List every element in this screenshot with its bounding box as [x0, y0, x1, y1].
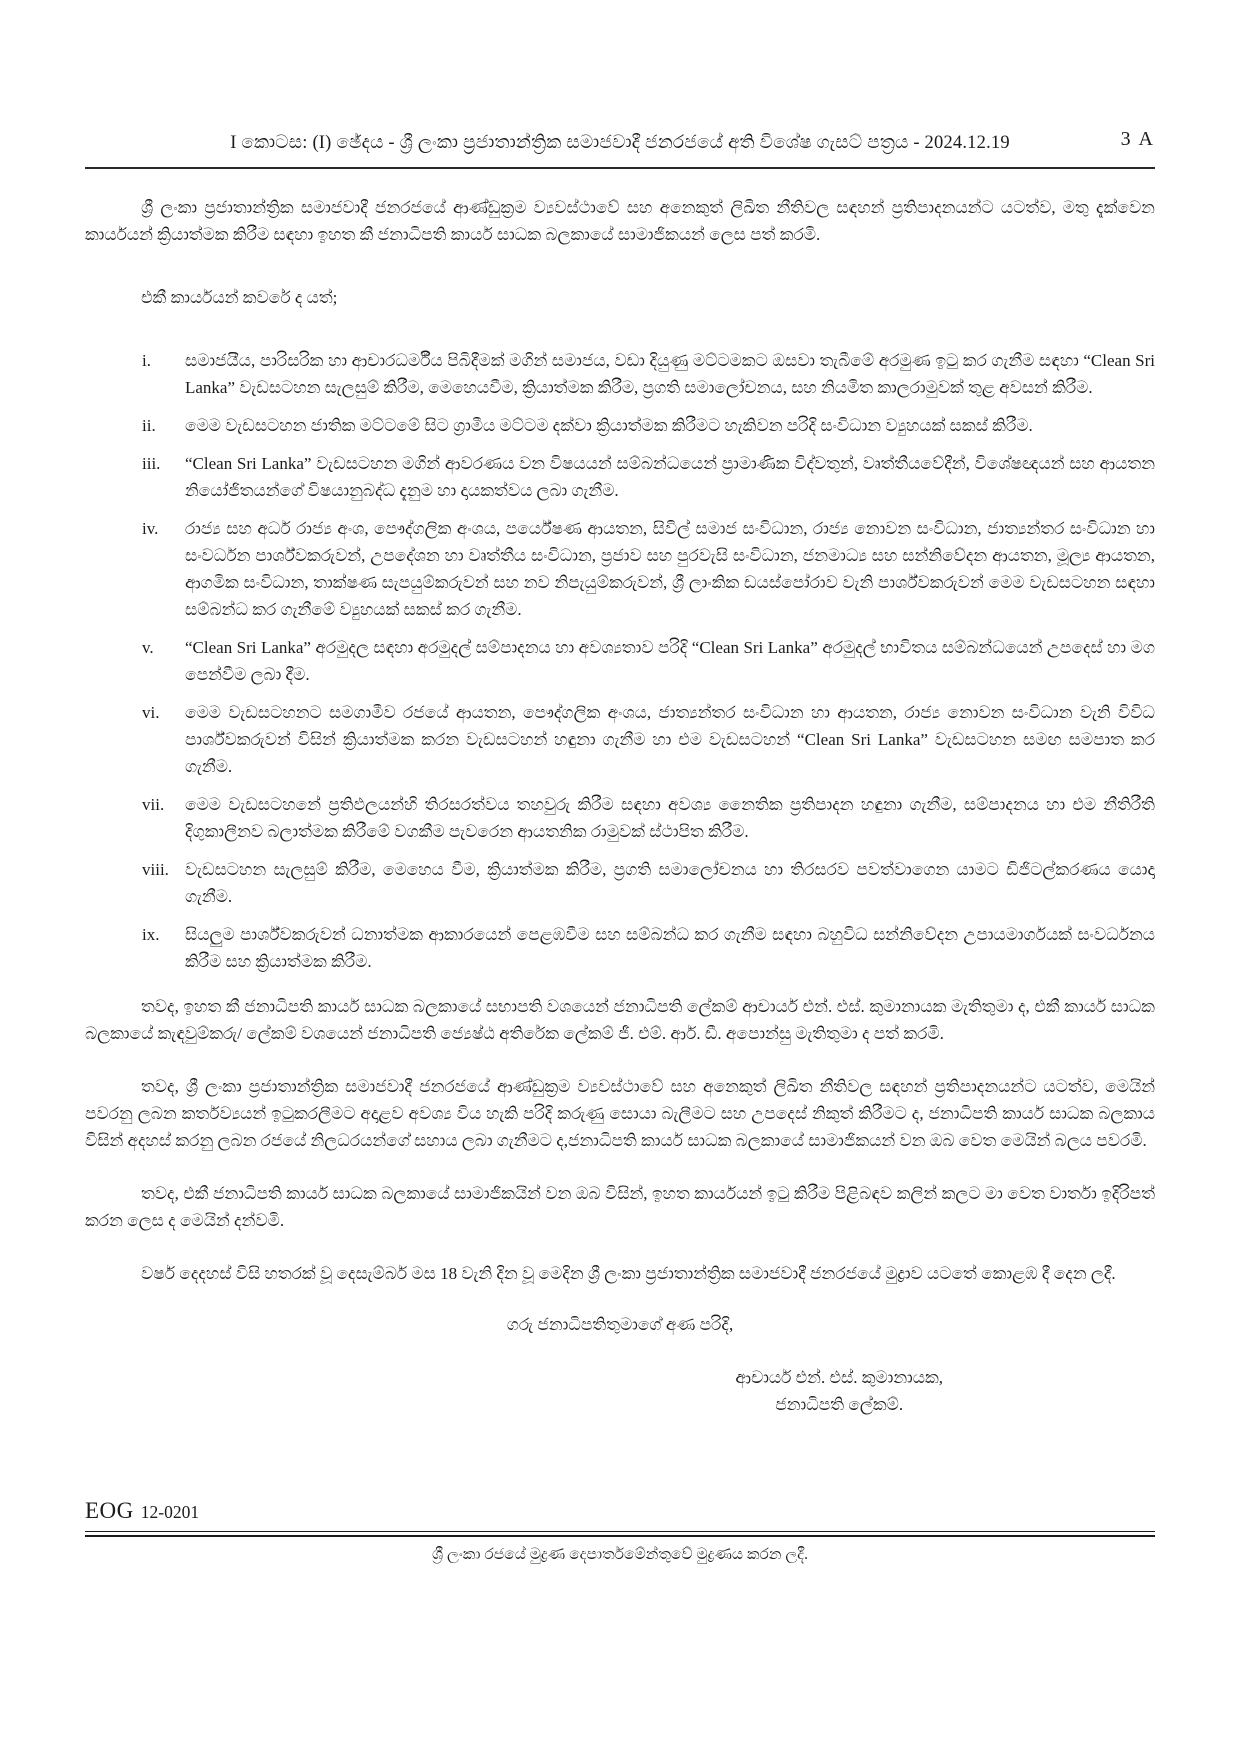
- signatory-name: ආචාර්ය එන්. එස්. කුමානායක,: [735, 1368, 943, 1387]
- task-item-vi: [85, 699, 1155, 780]
- task-numeral: iv.: [142, 519, 159, 538]
- task-item-i: [85, 347, 1155, 401]
- task-numeral: iii.: [142, 454, 161, 473]
- task-item-vii: [85, 791, 1155, 845]
- printed-by-line: ශ්‍රී ලංකා රජයේ මුද්‍රණ දෙපාර්තමේන්තුවේ මුද්‍රණය කරන ලදී.: [432, 1546, 808, 1563]
- task-text: “Clean Sri Lanka” අරමුදල සඳහා අරමුදල් සම්පාදනය හා අවශ්‍යතාව පරිදි “Clean Sri Lanka” අරමුදල් භාවිතය සම්බන්ධයෙන් උපදෙස් හා මග පෙන්වීම ලබා දීම.: [185, 638, 1155, 684]
- task-item-viii: [85, 856, 1155, 910]
- task-text: සියලුම පාර්ශ්වකරුවන් ධනාත්මක ආකාරයෙන් පෙළඹවීම සහ සම්බන්ධ කර ගැනීම සඳහා බහුවිධ සන්නිවේදන උපායමාර්ගයක් සංවර්ධනය කිරීම සහ ක්‍රියාත්මක කිරීම.: [185, 925, 1155, 971]
- task-text: වැඩසටහන සැලසුම් කිරීම, මෙහෙය වීම, ක්‍රියාත්මක කිරීම, ප්‍රගති සමාලෝචනය හා තිරසරව පවත්වාගෙන යාමට ඩිජිටල්කරණය යොදා ගැනීම.: [185, 860, 1155, 906]
- task-list-lead: එකී කාර්යයන් කවරේ ද යත්;: [141, 288, 338, 307]
- by-order-line: ගරු ජනාධිපතිතුමාගේ අණ පරිදි,: [506, 1315, 734, 1334]
- task-text: මෙම වැඩසටහනට සමගාමීව රජයේ ආයතන, පෞද්ගලික අංශය, ජාත්‍යන්තර සංවිධාන හා ආයතන, රාජ්‍ය නොවන සංවිධාන වැනි විවිධ පාර්ශ්වකරුවන් විසින් ක්‍රියාත්මක කරන වැඩසටහන් හඳුනා ගැනීම හා එම වැඩසටහන් “Clean Sri Lanka” වැඩසටහන සමඟ සමපාත කර ගැනීම.: [185, 703, 1155, 776]
- page-header: [85, 128, 1155, 154]
- task-item-ix: [85, 921, 1155, 975]
- task-text: සමාජයීය, පාරිසරික හා ආචාරධර්මීය පිබිදීමක් මගින් සමාජය, වඩා දියුණු මට්ටමකට ඔසවා තැබීමේ අරමුණ ඉටු කර ගැනීම සඳහා “Clean Sri Lanka” වැඩසටහන සැලසුම් කිරීම, මෙහෙයවීම, ක්‍රියාත්මක කිරීම, ප්‍රගති සමාලෝචනය, සහ නියමිත කාලරාමුවක් තුළ අවසන් කිරීම.: [185, 351, 1155, 397]
- task-numeral: ii.: [142, 416, 156, 435]
- page-number: 3 A: [1120, 128, 1155, 150]
- task-list: [85, 347, 1155, 975]
- closing-paragraph-seal: වර්ෂ දෙදහස් විසි හතරක් වූ දෙසැම්බර් මස 18 වැනි දින වූ මෙදින ශ්‍රී ලංකා ප්‍රජාතාන්ත්‍රික සමාජවාදී ජනරජයේ මුද්‍රාව යටතේ කොළඹ දී දෙන ලදී.: [141, 1264, 1116, 1283]
- task-text: මෙම වැඩසටහන ජාතික මට්ටමේ සිට ග්‍රාමීය මට්ටම දක්වා ක්‍රියාත්මක කිරීමට හැකිවන පරිදි සංවිධාන ව්‍යුහයක් සකස් කිරීම.: [185, 416, 1033, 435]
- eog-reference: [85, 1498, 1155, 1526]
- task-numeral: viii.: [142, 860, 169, 879]
- closing-paragraph-reports: තවද, එකී ජනාධිපති කාර්ය සාධක බලකායේ සාමාජිකයින් වන ඔබ විසින්, ඉහත කාර්යයන් ඉටු කිරීම පිළිබඳව කලින් කලට මා වෙත වාර්තා ඉදිරිපත් කරන ලෙස ද මෙයින් දන්වමි.: [85, 1184, 1155, 1230]
- task-numeral: v.: [142, 638, 154, 657]
- task-item-iii: [85, 450, 1155, 504]
- gazette-header-title: I කොටස: (I) ඡේදය - ශ්‍රී ලංකා ප්‍රජාතාන්ත්‍රික සමාජවාදී ජනරජයේ අති විශේෂ ගැසට් පත්‍රය - 2024.12.19: [230, 133, 1010, 153]
- signature-block: [735, 1364, 943, 1418]
- header-divider: [85, 167, 1155, 169]
- eog-number: 12-0201: [140, 1502, 200, 1522]
- task-item-v: [85, 634, 1155, 688]
- page-content: [85, 0, 1155, 1418]
- task-item-ii: [85, 412, 1155, 439]
- task-item-iv: [85, 515, 1155, 623]
- task-numeral: vii.: [142, 795, 165, 814]
- intro-paragraph: ශ්‍රී ලංකා ප්‍රජාතාන්ත්‍රික සමාජවාදී ජනරජයේ ආණ්ඩුක්‍රම ව්‍යවස්ථාවේ සහ අනෙකුත් ලිඛිත නීතිවල සඳහන් ප්‍රතිපාදනයන්ට යටත්ව, මතු දැක්වෙන කාර්යයන් ක්‍රියාත්මක කිරීම සඳහා ඉහත කී ජනාධිපති කාර්ය සාධක බලකායේ සාමාජිකයන් ලෙස පත් කරමි.: [85, 198, 1155, 244]
- page-footer: [85, 1498, 1155, 1564]
- task-numeral: i.: [142, 351, 151, 370]
- task-text: “Clean Sri Lanka” වැඩසටහන මගින් ආවරණය වන විෂයයන් සම්බන්ධයෙන් ප්‍රාමාණික විද්වතුන්, වෘත්තීයවේදීන්, විශේෂඥයන් සහ ආයතන නියෝජිතයන්ගේ විෂයානුබද්ධ දැනුම හා දායකත්වය ලබා ගැනීම.: [185, 454, 1155, 500]
- signatory-title: ජනාධිපති ලේකම්.: [775, 1395, 904, 1414]
- task-numeral: vi.: [142, 703, 160, 722]
- eog-prefix: EOG: [85, 1498, 134, 1523]
- task-text: රාජ්‍ය සහ අර්ධ රාජ්‍ය අංශ, පෞද්ගලික අංශය, පර්යේෂණ ආයතන, සිවිල් සමාජ සංවිධාන, රාජ්‍ය නොවන සංවිධාන, ජාත්‍යන්තර සංවිධාන හා සංවර්ධන පාර්ශ්වකරුවන්, උපදේශන හා වෘත්තීය සංවිධාන, ප්‍රජාව සහ පුරවැසි සංවිධාන, ජනමාධ්‍ය සහ සන්නිවේදන ආයතන, මූල්‍ය ආයතන, ආගමික සංවිධාන, තාක්ෂණ සැපයුම්කරුවන් සහ නව නිපැයුම්කරුවන්, ශ්‍රී ලාංකික ඩයස්පෝරාව වැනි පාර්ශ්වකරුවන් මෙම වැඩසටහන සඳහා සම්බන්ධ කර ගැනීමේ ව්‍යුහයක් සකස් කර ගැනීම.: [185, 519, 1155, 619]
- closing-paragraph-chair: තවද, ඉහත කී ජනාධිපති කාර්ය සාධක බලකායේ සභාපති වශයෙන් ජනාධිපති ලේකම් ආචාර්ය එන්. එස්. කුමානායක මැතිතුමා ද, එකී කාර්ය සාධක බලකායේ කැඳවුම්කරු/ ලේකම් වශයෙන් ජනාධිපති ජ්‍යෙෂ්ඨ අතිරේක ලේකම් ජී. එම්. ආර්. ඩී. අපොන්සු මැතිතුමා ද පත් කරමි.: [85, 997, 1155, 1043]
- task-text: මෙම වැඩසටහනේ ප්‍රතිඵලයන්හි තිරසරත්වය තහවුරු කිරීම සඳහා අවශ්‍ය නෛතික ප්‍රතිපාදන හඳුනා ගැනීම, සම්පාදනය හා එම නීතිරීති දිගුකාලීනව බලාත්මක කිරීමේ වගකීම පැවරෙන ආයතනික රාමුවක් ස්ථාපිත කිරීම.: [185, 795, 1155, 841]
- closing-paragraph-powers: තවද, ශ්‍රී ලංකා ප්‍රජාතාන්ත්‍රික සමාජවාදී ජනරජයේ ආණ්ඩුක්‍රම ව්‍යවස්ථාවේ සහ අනෙකුත් ලිඛිත නීතිවල සඳහන් ප්‍රතිපාදනයන්ට යටත්ව, මෙයින් පවරනු ලබන කර්තව්‍යයන් ඉටුකරලීමට අදාළව අවශ්‍ය විය හැකි පරිදි කරුණු සොයා බැලීමට සහ උපදෙස් නිකුත් කිරීමට ද, ජනාධිපති කාර්ය සාධක බලකාය විසින් අදහස් කරනු ලබන රජයේ නිලධරයන්ගේ සහාය ලබා ගැනීමට ද,ජනාධිපති කාර්ය සාධක බලකායේ සාමාජිකයන් වන ඔබ වෙත මෙයින් බලය පවරමි.: [85, 1077, 1155, 1150]
- footer-divider: [85, 1531, 1155, 1537]
- task-numeral: ix.: [142, 925, 160, 944]
